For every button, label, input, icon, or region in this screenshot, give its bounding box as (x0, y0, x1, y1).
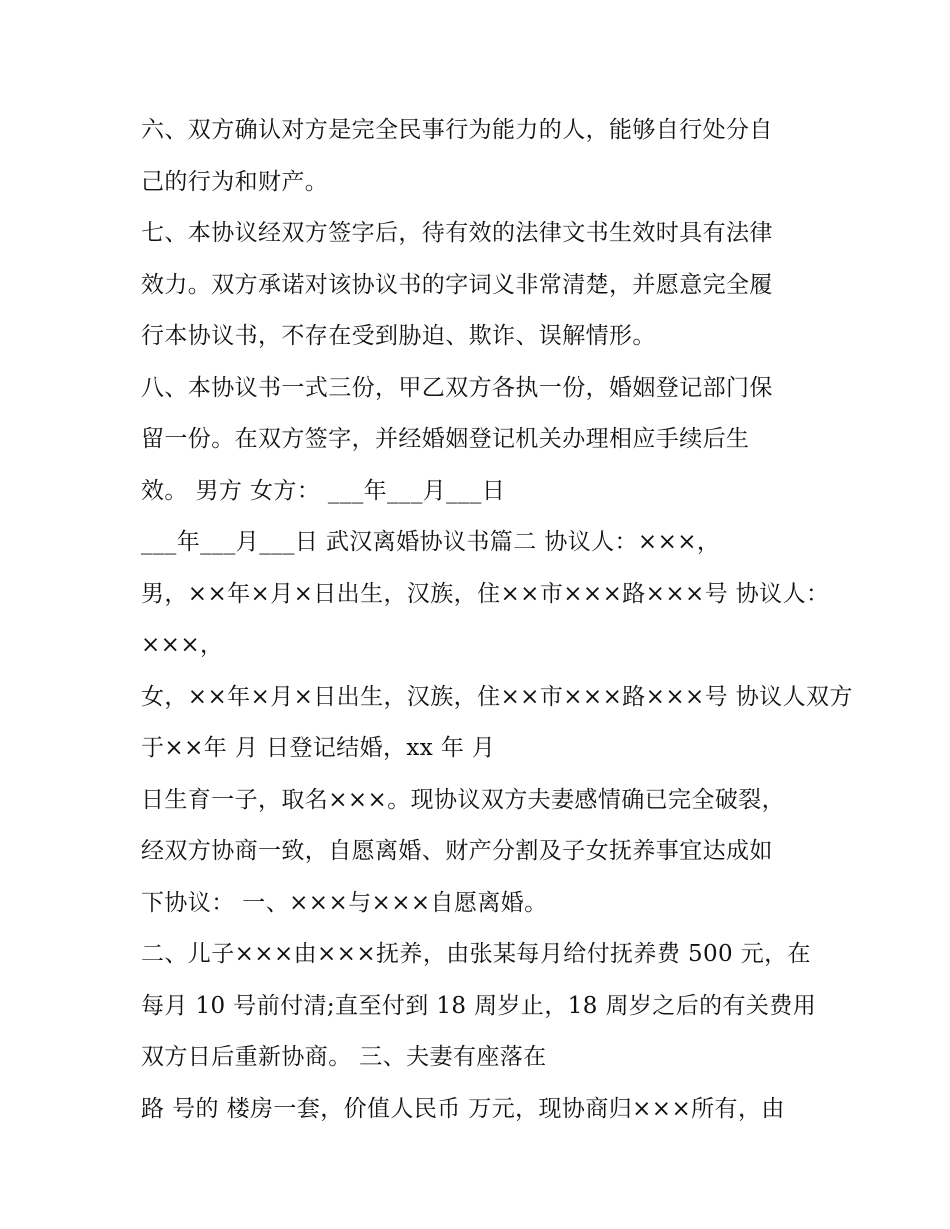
text-line: 女，××年×月×日出生，汉族，住××市×××路×××号 协议人双方 (141, 683, 853, 710)
text-line: 八、本协议书一式三份，甲乙双方各执一份，婚姻登记部门保 (141, 374, 773, 401)
text-line: ___年___月___日 武汉离婚协议书篇二 协议人：×××， (141, 529, 721, 555)
text-line: 六、双方确认对方是完全民事行为能力的人，能够自行处分自 (141, 117, 773, 143)
text-line: 双方日后重新协商。 三、夫妻有座落在 (141, 1044, 547, 1070)
text-line: 行本协议书，不存在受到胁迫、欺诈、误解情形。 (141, 323, 656, 349)
text-line: 男，××年×月×日出生，汉族，住××市×××路×××号 协议人： (141, 580, 830, 607)
text-line: 己的行为和财产。 (141, 168, 329, 195)
text-line: ×××， (141, 632, 224, 658)
text-line: 经双方协商一致，自愿离婚、财产分割及子女抚养事宜达成如 (141, 838, 773, 864)
text-line: 下协议： 一、×××与×××自愿离婚。 (141, 889, 548, 916)
text-line: 路 号的 楼房一套，价值人民币 万元，现协商归×××所有，由 (141, 1095, 785, 1122)
text-line: 七、本协议经双方签字后，待有效的法律文书生效时具有法律 (141, 220, 773, 246)
text-line: 于××年 月 日登记结婚，xx 年 月 (141, 735, 496, 761)
text-line: 留一份。在双方签字，并经婚姻登记机关办理相应手续后生 (141, 426, 750, 452)
agreement-body-text (141, 105, 853, 1135)
text-line: 日生育一子，取名×××。现协议双方夫妻感情确已完全破裂， (141, 786, 786, 813)
text-line: 效力。双方承诺对该协议书的字词义非常清楚，并愿意完全履 (141, 271, 773, 298)
text-line: 效。 男方 女方： ___年___月___日 (141, 477, 506, 504)
text-line: 每月 10 号前付清;直至付到 18 周岁止，18 周岁之后的有关费用 (141, 992, 817, 1019)
text-line: 二、儿子×××由×××抚养，由张某每月给付抚养费 500 元，在 (141, 941, 811, 967)
